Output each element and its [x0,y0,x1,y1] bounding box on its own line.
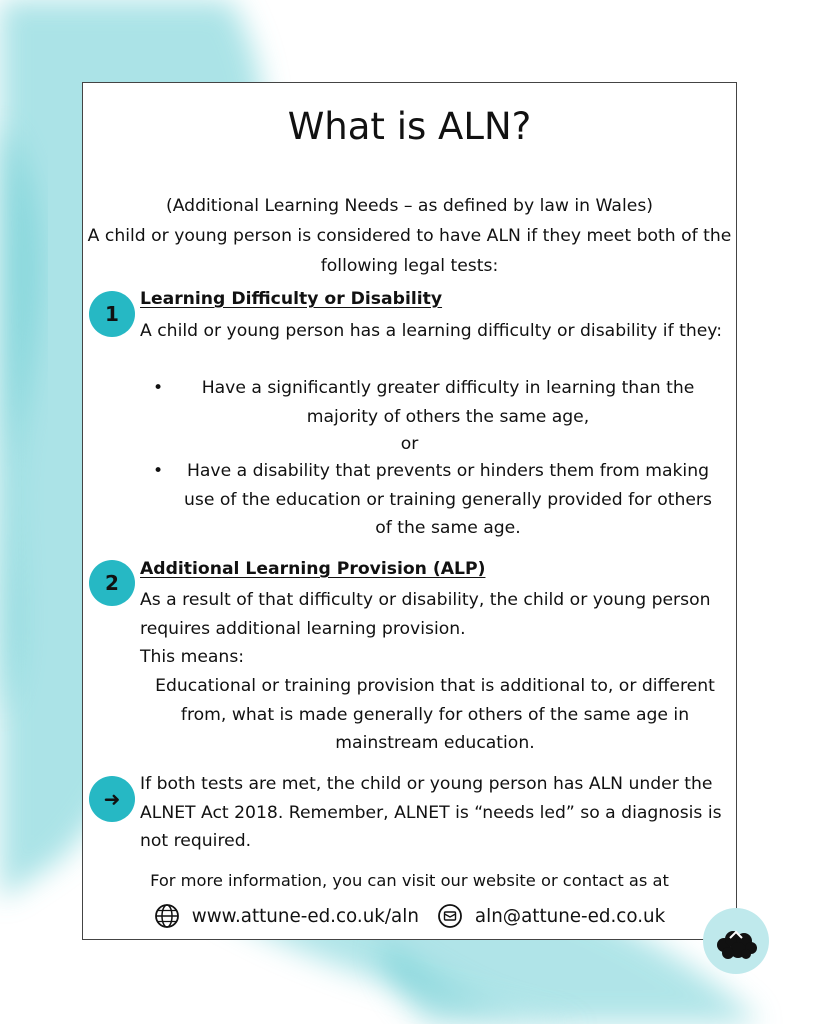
arrow-right-icon: ➜ [89,776,135,822]
brand-logo [700,905,772,977]
test-2-body: As a result of that difficulty or disability, the child or young person requires additional learning provision. [140,590,711,639]
globe-icon [154,903,180,929]
test-1-bullet-1: Have a significantly greater difficulty in learning than the majority of others the same age, [201,378,695,427]
test-1-bullet-2: Have a disability that prevents or hinders them from making use of the education or training generally provided for others of the same age. [184,461,712,538]
test-1-heading: Learning Difficulty or Disability [140,289,443,309]
info-card [82,82,737,940]
test-1-separator: or [400,434,419,454]
bullet-dot-icon: • [153,378,164,398]
more-info-text: For more information, you can visit our website or contact as at [150,871,669,890]
page-title: What is ALN? [287,105,532,148]
test-2-definition: Educational or training provision that is additional to, or different from, what is made generally for others of the same age in mainstream education. [155,676,715,753]
website-link[interactable]: www.attune-ed.co.uk/aln [191,905,419,927]
step-1-badge: 1 [89,291,135,337]
intro-definition: (Additional Learning Needs – as defined by law in Wales) [166,196,653,216]
intro-criteria: A child or young person is considered to have ALN if they meet both of the following legal tests: [87,226,732,276]
bullet-dot-icon: • [153,461,164,481]
test-2-means: This means: [140,647,245,667]
test-2-heading: Additional Learning Provision (ALP) [140,559,486,579]
contact-row [83,903,736,929]
conclusion-text: If both tests are met, the child or young person has ALN under the ALNET Act 2018. Remember, ALNET is “needs led” so a diagnosis is not required. [140,774,722,851]
mail-icon [437,903,463,929]
test-1-body: A child or young person has a learning difficulty or disability if they: [140,321,723,341]
email-link[interactable]: aln@attune-ed.co.uk [474,905,666,927]
step-2-badge: 2 [89,560,135,606]
